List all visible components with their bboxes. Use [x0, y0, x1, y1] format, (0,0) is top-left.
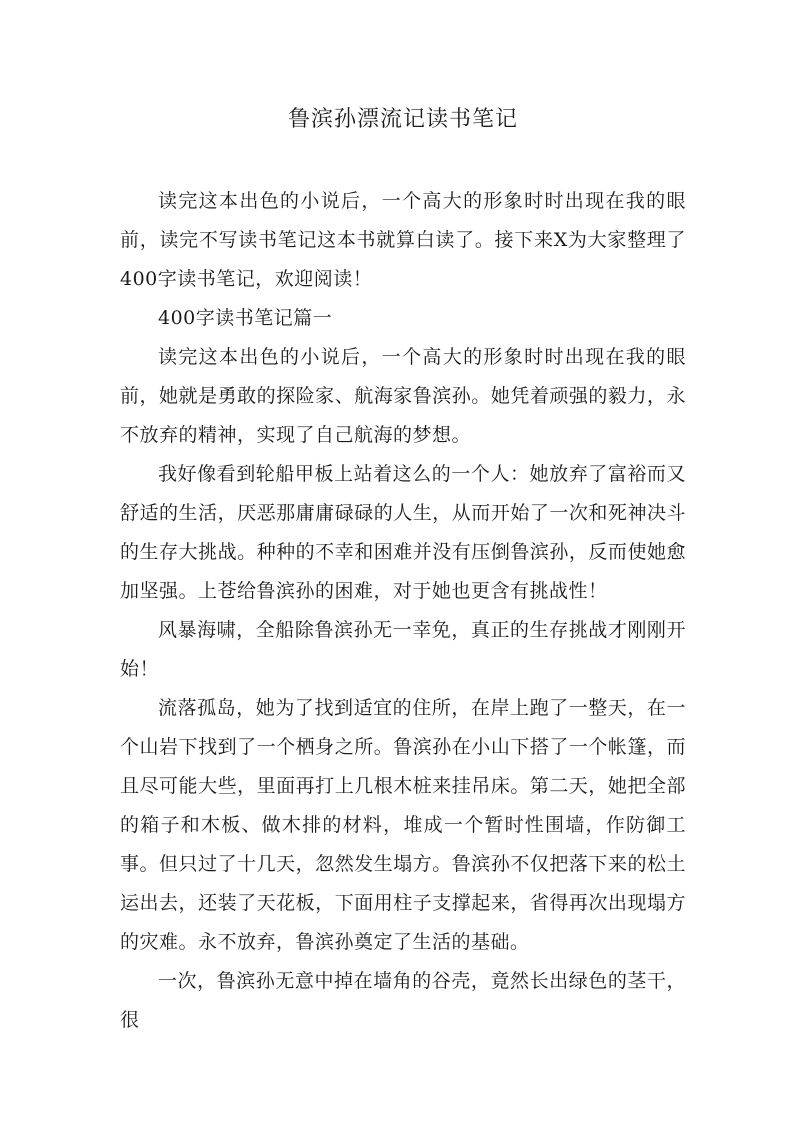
paragraph-5: 一次，鲁滨孙无意中掉在墙角的谷壳，竟然长出绿色的茎干，很 — [120, 970, 686, 1031]
paragraph-intro: 读完这本出色的小说后，一个高大的形象时时出现在我的眼前，读完不写读书笔记这本书就算白读了。接下来X为大家整理了400字读书笔记，欢迎阅读！ — [120, 190, 686, 290]
document-body — [120, 182, 686, 1040]
section-heading: 400字读书笔记篇一 — [158, 307, 333, 329]
paragraph-2: 我好像看到轮船甲板上站着这么的一个人：她放弃了富裕而又舒适的生活，厌恶那庸庸碌碌的人生，从而开始了一次和死神决斗的生存大挑战。种种的不幸和困难并没有压倒鲁滨孙，反而使她愈加坚强。上苍给鲁滨孙的困难，对于她也更含有挑战性！ — [120, 463, 686, 602]
paragraph-1: 读完这本出色的小说后，一个高大的形象时时出现在我的眼前，她就是勇敢的探险家、航海家鲁滨孙。她凭着顽强的毅力，永不放弃的精神，实现了自己航海的梦想。 — [120, 346, 686, 446]
document-title: 鲁滨孙漂流记读书笔记 — [287, 107, 518, 132]
paragraph-3: 风暴海啸，全船除鲁滨孙无一幸免，真正的生存挑战才刚刚开始！ — [120, 619, 686, 680]
paragraph-4: 流落孤岛，她为了找到适宜的住所，在岸上跑了一整天，在一个山岩下找到了一个栖身之所。鲁滨孙在小山下搭了一个帐篷，而且尽可能大些，里面再打上几根木桩来挂吊床。第二天，她把全部的箱子和木板、做木排的材料，堆成一个暂时性围墙，作防御工事。但只过了十几天，忽然发生塌方。鲁滨孙不仅把落下来的松土运出去，还装了天花板，下面用柱子支撑起来，省得再次出现塌方的灾难。永不放弃，鲁滨孙奠定了生活的基础。 — [120, 697, 686, 953]
